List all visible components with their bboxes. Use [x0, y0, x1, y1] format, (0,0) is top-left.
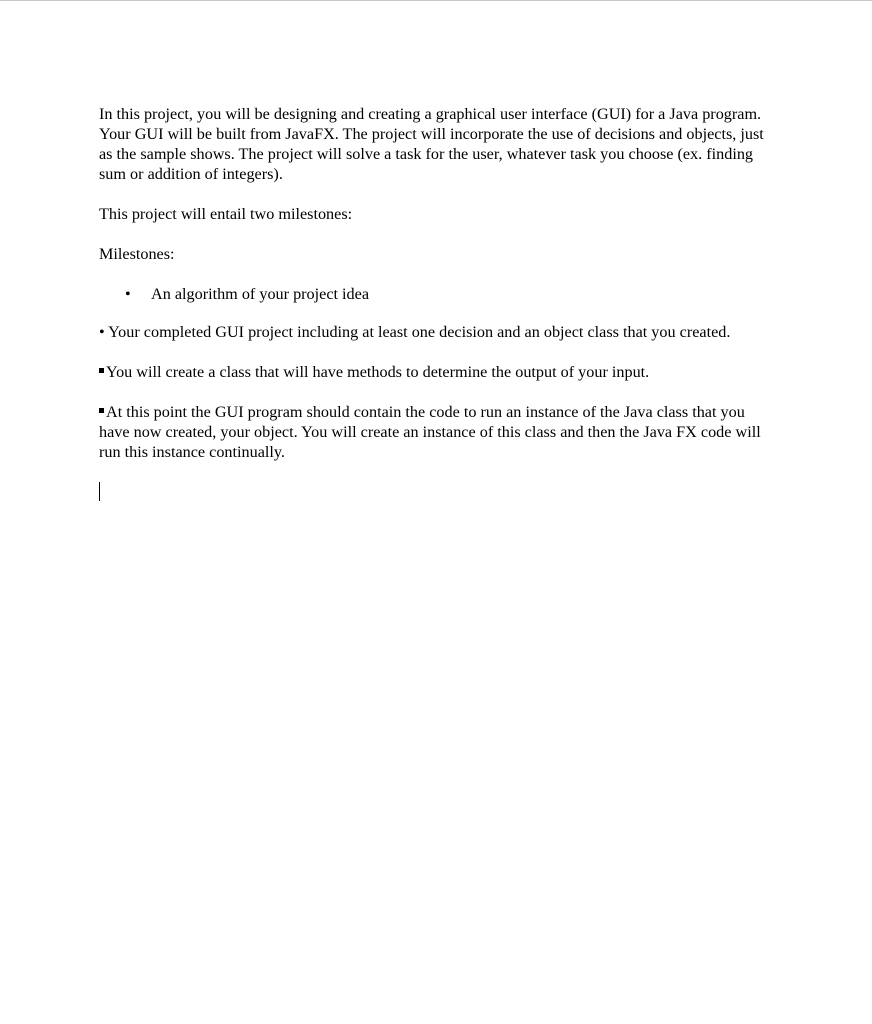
- list-item: [99, 284, 779, 304]
- bullet-icon: •: [125, 285, 131, 303]
- milestones-list: [99, 284, 779, 304]
- sub-point-1-paragraph: [99, 362, 779, 382]
- document-body[interactable]: [99, 104, 779, 501]
- page-top-border: [0, 0, 872, 1]
- text-cursor: [99, 482, 100, 501]
- square-bullet-icon: [99, 368, 104, 373]
- sub-point-2-paragraph: [99, 402, 779, 462]
- sub-point-1-text: You will create a class that will have methods to determine the output of your input.: [106, 363, 650, 381]
- milestones-heading: Milestones:: [99, 245, 175, 263]
- square-bullet-icon: [99, 408, 104, 413]
- milestone-1-text: An algorithm of your project idea: [151, 285, 370, 303]
- intro-paragraph: In this project, you will be designing and creating a graphical user interface (GUI) for a Java program. Your GUI will be built from JavaFX. The project will incorporate the use of decisions and objects, just as the sample shows. The project will solve a task for the user, whatever task you choose (ex. finding sum or addition of integers).: [99, 105, 764, 183]
- sub-point-2-text: At this point the GUI program should contain the code to run an instance of the Java class that you have now created, your object. You will create an instance of this class and then the Java FX code will run this instance continually.: [99, 403, 761, 461]
- milestones-intro-paragraph: This project will entail two milestones:: [99, 205, 353, 223]
- milestone-2-paragraph: • Your completed GUI project including at least one decision and an object class that you created.: [99, 323, 731, 341]
